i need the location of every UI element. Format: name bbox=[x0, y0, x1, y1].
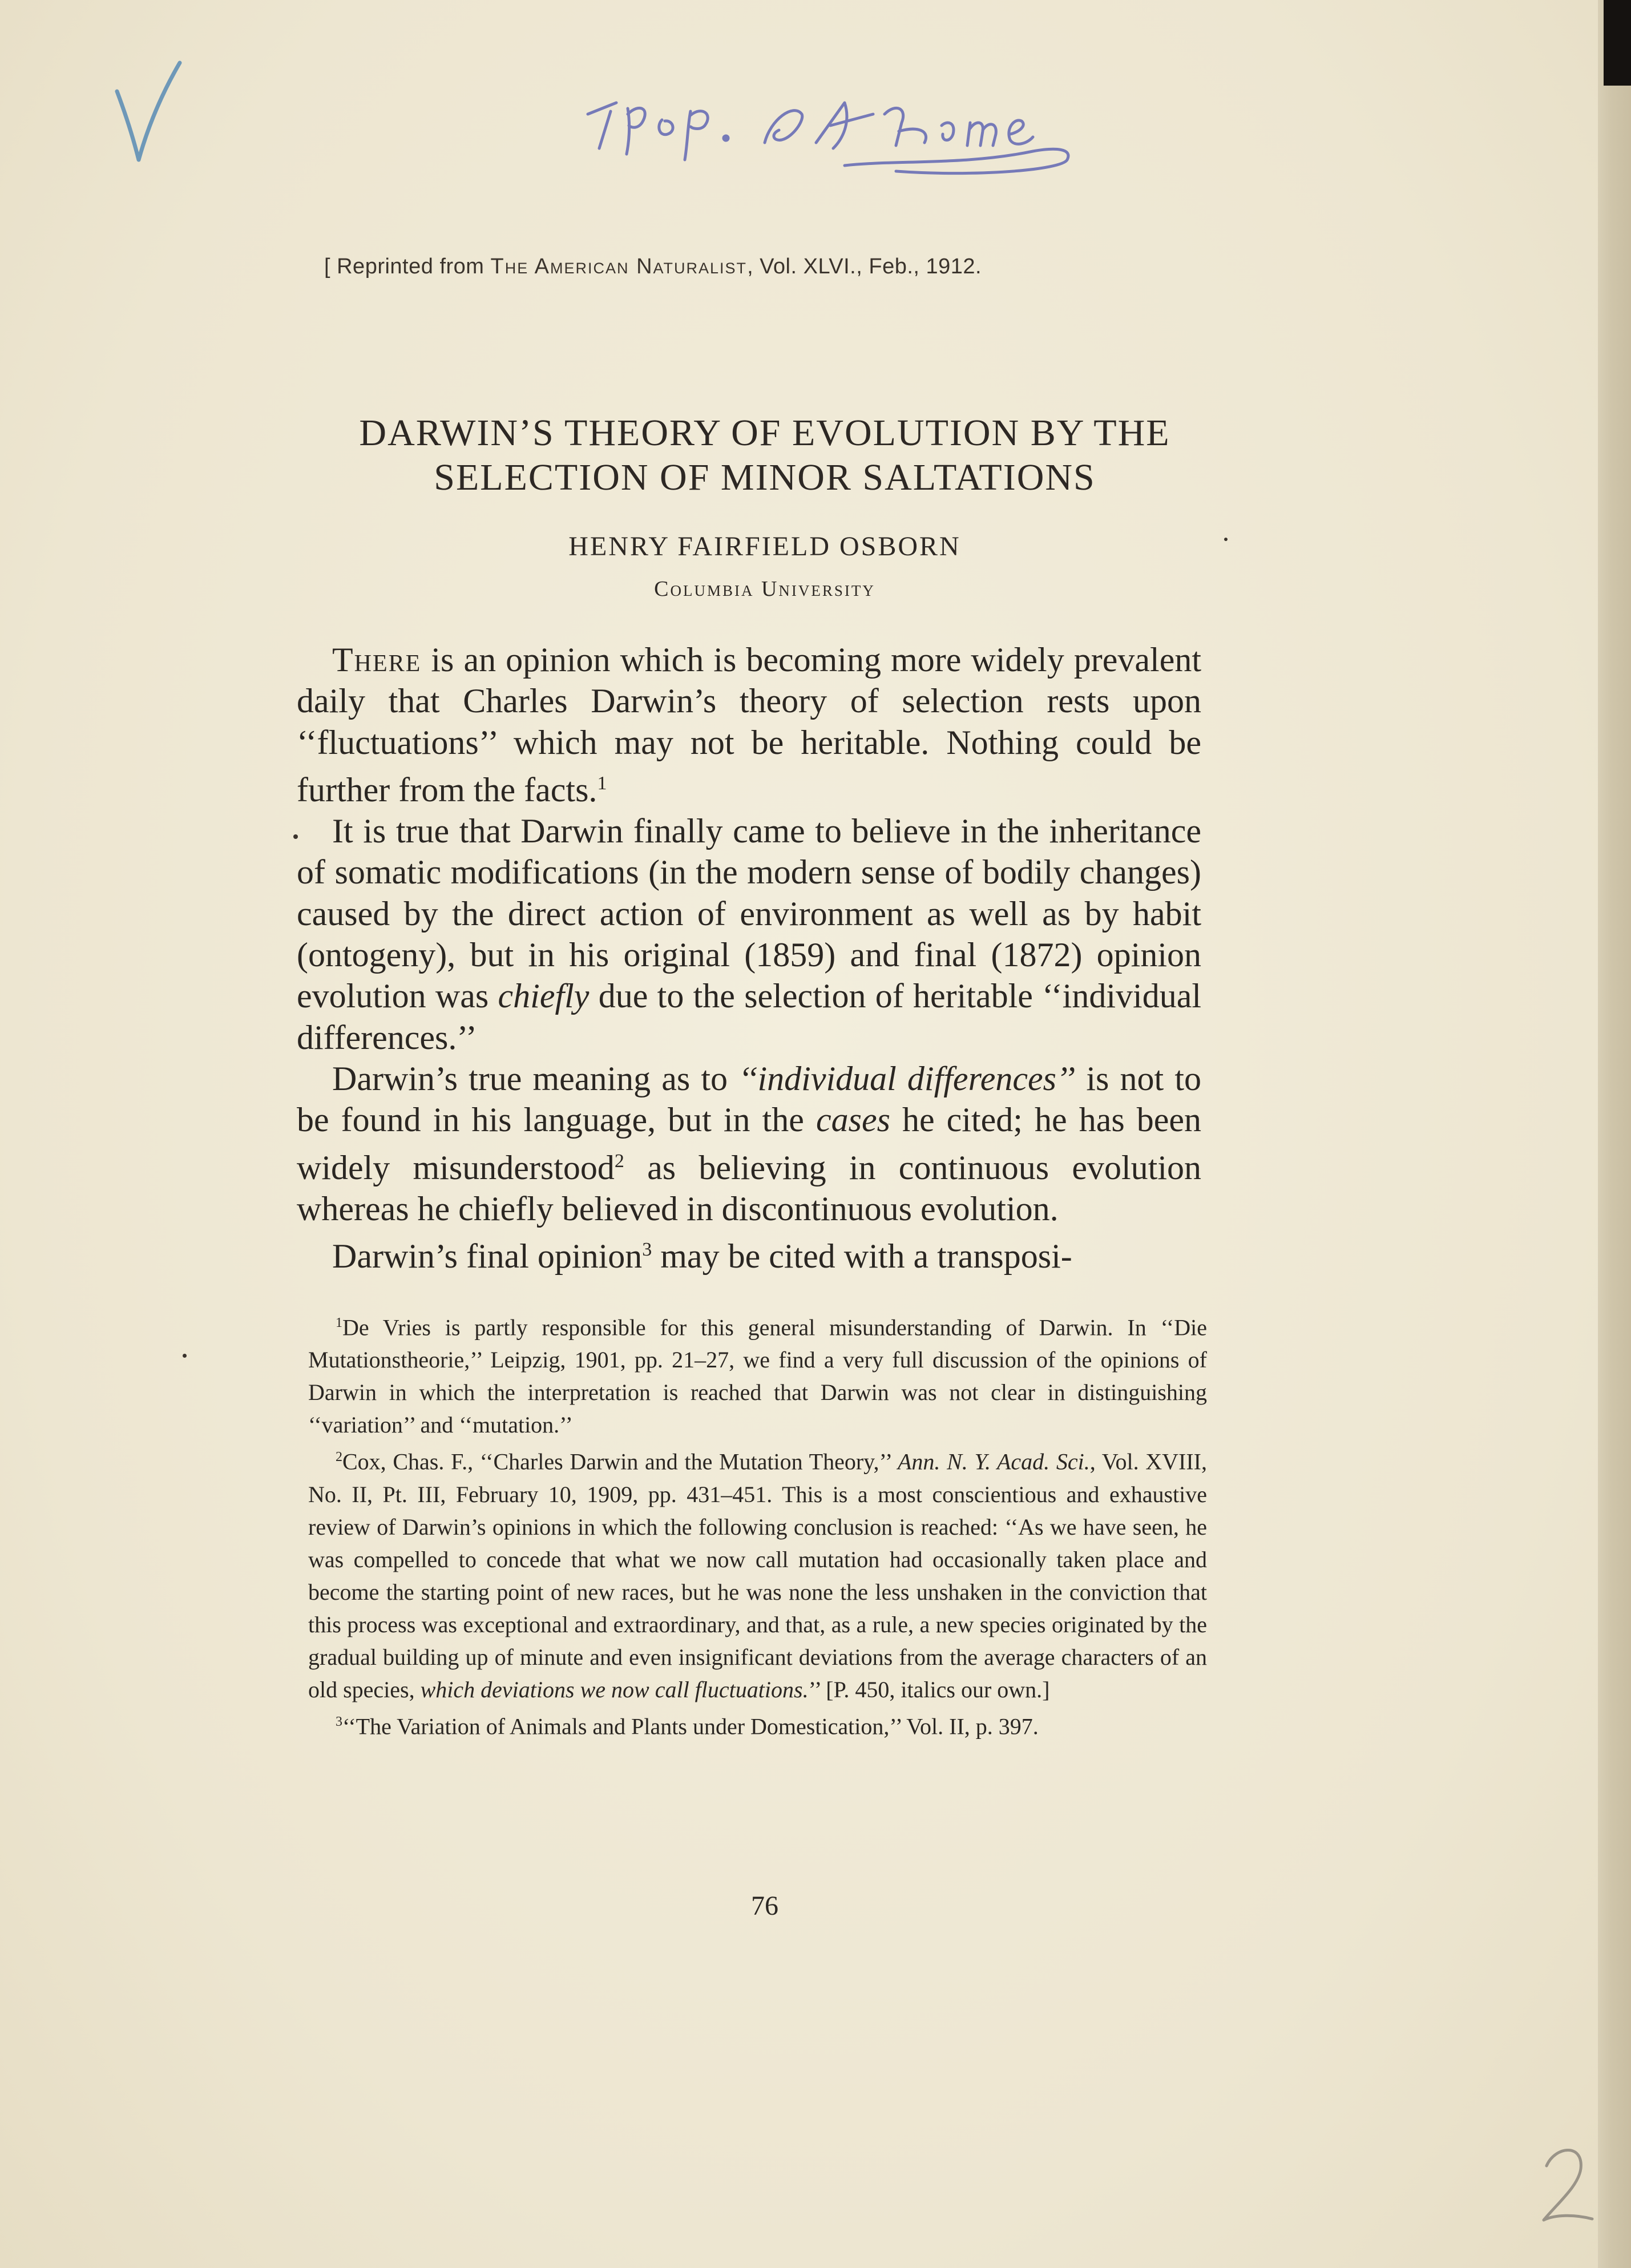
paragraph-text: he cited; he has been widely misunderstood bbox=[297, 1101, 1201, 1187]
paragraph-4 bbox=[297, 1229, 1201, 1277]
emphasis-text: cases bbox=[816, 1101, 890, 1139]
paragraph-text: due to the selection of heritable ‘‘individual differences.’’ bbox=[297, 977, 1201, 1056]
author-affiliation: Columbia University bbox=[654, 577, 875, 601]
footnote-text: ‘‘The Variation of Animals and Plants under Domestication,’’ Vol. II, p. 397. bbox=[342, 1713, 1039, 1739]
paragraph-3 bbox=[297, 1058, 1201, 1229]
emphasis-text: chiefly bbox=[498, 977, 590, 1015]
paragraph-text: It is true that Darwin finally came to believe in the inheritance of somatic modifications (in the modern sense of bodily changes) caused by the direct action of environment as well as by habit (ontogeny), but in his original (1859) and final (1872) opinion evolution was bbox=[297, 812, 1201, 1015]
footnote-mark: 2 bbox=[336, 1450, 342, 1465]
paragraph-lead: There bbox=[332, 641, 422, 679]
reprint-suffix: , Vol. XLVI., Feb., 1912. bbox=[747, 255, 982, 279]
footnote-ref: 2 bbox=[614, 1150, 624, 1172]
footnote-text: ’’ [P. 450, italics our own.] bbox=[808, 1676, 1050, 1702]
paragraph-text: is not to be found in his language, but in the bbox=[297, 1059, 1202, 1139]
footnote-mark: 1 bbox=[336, 1315, 342, 1330]
paragraph-2 bbox=[297, 810, 1201, 1058]
author-name: HENRY FAIRFIELD OSBORN bbox=[568, 531, 961, 562]
footnote-text: , Vol. XVIII, No. II, Pt. III, February 10, 1909, pp. 431–451. This is a most conscientious and exhaustive review of Darwin’s opinions in which the following conclusion is reached: ‘‘As we have seen, he was compelled to concede that what we now call mutation had occasionally taken place and become the starting point of new races, but he was none the less unshaken in the conviction that this process was exceptional and extraordinary, and that, as a rule, a new species originated by the gradual building up of minute and even insignificant deviations from the average characters of an old species, bbox=[308, 1448, 1207, 1702]
page-number: 76 bbox=[751, 1891, 778, 1921]
paragraph-text: is an opinion which is becoming more widely prevalent daily that Charles Darwin’s theory of selection rests upon ‘‘fluctuations’’ which may not be heritable. Nothing could be further from the facts. bbox=[297, 641, 1201, 809]
margin-dot bbox=[1224, 538, 1228, 541]
article-title bbox=[257, 411, 1273, 500]
footnote-text: Cox, Chas. F., ‘‘Charles Darwin and the Mutation Theory,’’ bbox=[342, 1448, 898, 1475]
footnote-2 bbox=[308, 1441, 1207, 1705]
paper-edge bbox=[1598, 0, 1631, 2268]
footnote-ref: 3 bbox=[642, 1239, 652, 1261]
paragraph-text: as believing in continuous evolution whereas he chiefly believed in discontinuous evolution. bbox=[297, 1148, 1201, 1228]
article-body bbox=[297, 639, 1201, 1277]
footnote-emphasis: Ann. N. Y. Acad. Sci. bbox=[897, 1448, 1090, 1475]
footnotes bbox=[308, 1307, 1207, 1742]
footnote-emphasis: which deviations we now call fluctuations. bbox=[420, 1676, 809, 1702]
footnote-mark: 3 bbox=[336, 1714, 342, 1729]
emphasis-text: ‘‘individual differences’’ bbox=[738, 1059, 1076, 1097]
check-mark-icon bbox=[111, 57, 185, 166]
scan-edge-shadow bbox=[1604, 0, 1631, 86]
handwritten-page-number bbox=[1529, 2134, 1598, 2231]
margin-dot bbox=[183, 1354, 187, 1358]
footnote-3 bbox=[308, 1706, 1207, 1742]
reprint-prefix: [ Reprinted from bbox=[324, 255, 491, 279]
title-line-1: DARWIN’S THEORY OF EVOLUTION BY THE bbox=[359, 412, 1170, 454]
footnote-1 bbox=[308, 1307, 1207, 1441]
paragraph-text: Darwin’s final opinion bbox=[332, 1237, 643, 1276]
paragraph-1 bbox=[297, 639, 1201, 810]
handwritten-signature bbox=[576, 80, 1113, 194]
reprint-header bbox=[324, 255, 1214, 279]
paragraph-text: Darwin’s true meaning as to bbox=[332, 1059, 739, 1097]
footnote-text: De Vries is partly responsible for this general misunderstanding of Darwin. In ‘‘Die Mutationstheorie,’’ Leipzig, 1901, pp. 21–27, we find a very full discussion of the opinions of Darwin in which the interpretation is reached that Darwin was not clear in distinguishing ‘‘variation’’ and ‘‘mutation.’’ bbox=[308, 1314, 1207, 1438]
paragraph-text: may be cited with a transposi- bbox=[652, 1237, 1072, 1276]
journal-name: The American Naturalist bbox=[490, 255, 748, 279]
title-line-2: SELECTION OF MINOR SALTATIONS bbox=[434, 457, 1096, 498]
footnote-ref: 1 bbox=[597, 772, 607, 794]
